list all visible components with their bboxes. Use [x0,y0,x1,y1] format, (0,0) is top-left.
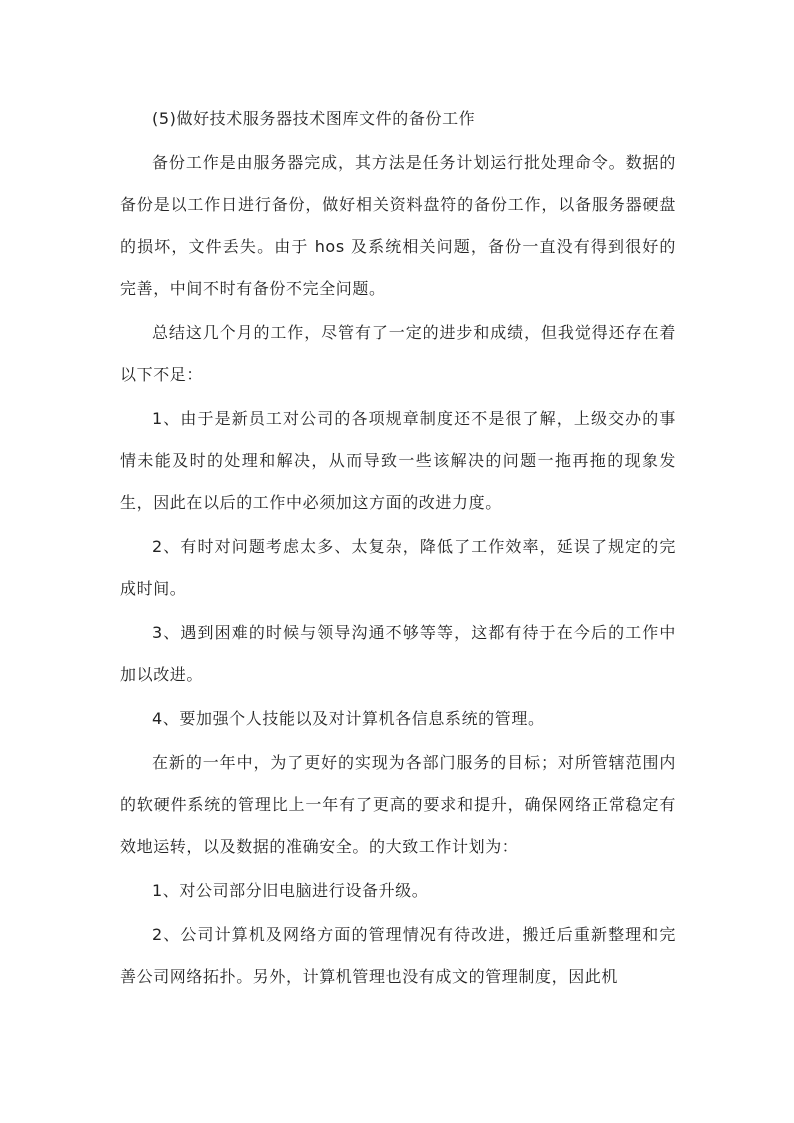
document-body [120,98,676,1000]
paragraph-summary: 总结这几个月的工作，尽管有了一定的进步和成绩，但我觉得还存在着以下不足： [120,323,676,384]
paragraph-shortcoming-3: 3、遇到困难的时候与领导沟通不够等等，这都有待于在今后的工作中加以改进。 [120,623,676,684]
paragraph-backup: 备份工作是由服务器完成，其方法是任务计划运行批处理命令。数据的备份是以工作日进行备份，做好相关资料盘符的备份工作，以备服务器硬盘的损坏，文件丢失。由于 hos 及系统相关问题，备份一直没有得到很好的完善，中间不时有备份不完全问题。 [120,153,676,298]
paragraph-plan-1: 1、对公司部分旧电脑进行设备升级。 [152,881,429,900]
section-heading: (5)做好技术服务器技术图库文件的备份工作 [152,109,476,128]
paragraph-shortcoming-4: 4、要加强个人技能以及对计算机各信息系统的管理。 [152,709,545,728]
paragraph-new-year: 在新的一年中，为了更好的实现为各部门服务的目标；对所管辖范围内的软硬件系统的管理比上一年有了更高的要求和提升，确保网络正常稳定有效地运转，以及数据的准确安全。的大致工作计划为： [120,753,676,856]
paragraph-plan-2: 2、公司计算机及网络方面的管理情况有待改进，搬迁后重新整理和完善公司网络拓扑。另外，计算机管理也没有成文的管理制度，因此机 [120,925,676,986]
paragraph-shortcoming-2: 2、有时对问题考虑太多、太复杂，降低了工作效率，延误了规定的完成时间。 [120,537,676,598]
paragraph-shortcoming-1: 1、由于是新员工对公司的各项规章制度还不是很了解，上级交办的事情未能及时的处理和解决，从而导致一些该解决的问题一拖再拖的现象发生，因此在以后的工作中必须加这方面的改进力度。 [120,409,676,512]
